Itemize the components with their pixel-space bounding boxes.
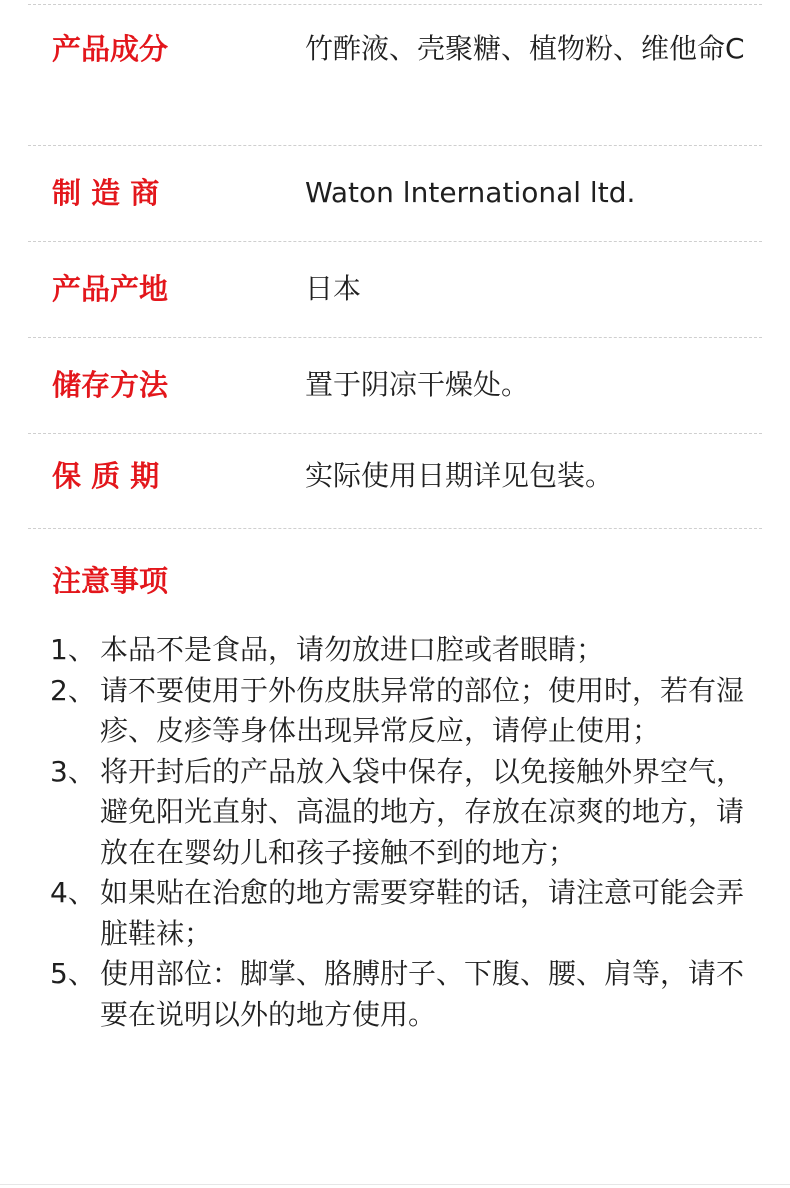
spec-label-manufacturer: 制 造 商: [52, 176, 160, 210]
spec-label-shelf-life: 保 质 期: [52, 459, 160, 493]
divider: [28, 241, 762, 242]
note-item: [50, 752, 762, 874]
spec-label-ingredients: 产品成分: [52, 32, 169, 66]
divider: [0, 1184, 790, 1185]
spec-value-ingredients: 竹酢液、壳聚糖、植物粉、维他命C: [305, 32, 745, 65]
spec-value-shelf-life: 实际使用日期详见包装。: [305, 459, 614, 492]
notes-heading: 注意事项: [52, 564, 169, 598]
divider: [28, 145, 762, 146]
divider: [28, 433, 762, 434]
spec-label-origin: 产品产地: [52, 272, 169, 306]
divider: [28, 337, 762, 338]
note-item: [50, 873, 762, 954]
note-item: [50, 671, 762, 752]
note-item: [50, 630, 762, 671]
note-text: 使用部位：脚掌、胳膊肘子、下腹、腰、肩等，请不要在说明以外的地方使用。: [100, 957, 745, 1031]
note-text: 请不要使用于外伤皮肤异常的部位；使用时，若有湿疹、皮疹等身体出现异常反应，请停止使用；: [100, 673, 745, 747]
notes-list: [50, 630, 762, 1035]
note-number: 1、: [50, 633, 96, 666]
note-text: 将开封后的产品放入袋中保存，以免接触外界空气，避免阳光直射、高温的地方，存放在凉爽的地方，请放在在婴幼儿和孩子接触不到的地方；: [100, 754, 745, 869]
note-item: [50, 954, 762, 1035]
spec-label-storage: 储存方法: [52, 368, 169, 402]
divider: [28, 4, 762, 5]
note-text: 本品不是食品，请勿放进口腔或者眼睛；: [100, 633, 605, 666]
spec-value-manufacturer: Waton lnternational ltd.: [305, 176, 636, 209]
note-number: 4、: [50, 876, 96, 909]
note-number: 2、: [50, 673, 96, 707]
note-number: 3、: [50, 754, 96, 788]
divider: [28, 528, 762, 529]
spec-value-storage: 置于阴凉干燥处。: [305, 368, 530, 401]
note-text: 如果贴在治愈的地方需要穿鞋的话，请注意可能会弄脏鞋袜；: [100, 876, 745, 950]
spec-value-origin: 日本: [305, 272, 362, 305]
note-number: 5、: [50, 957, 96, 990]
